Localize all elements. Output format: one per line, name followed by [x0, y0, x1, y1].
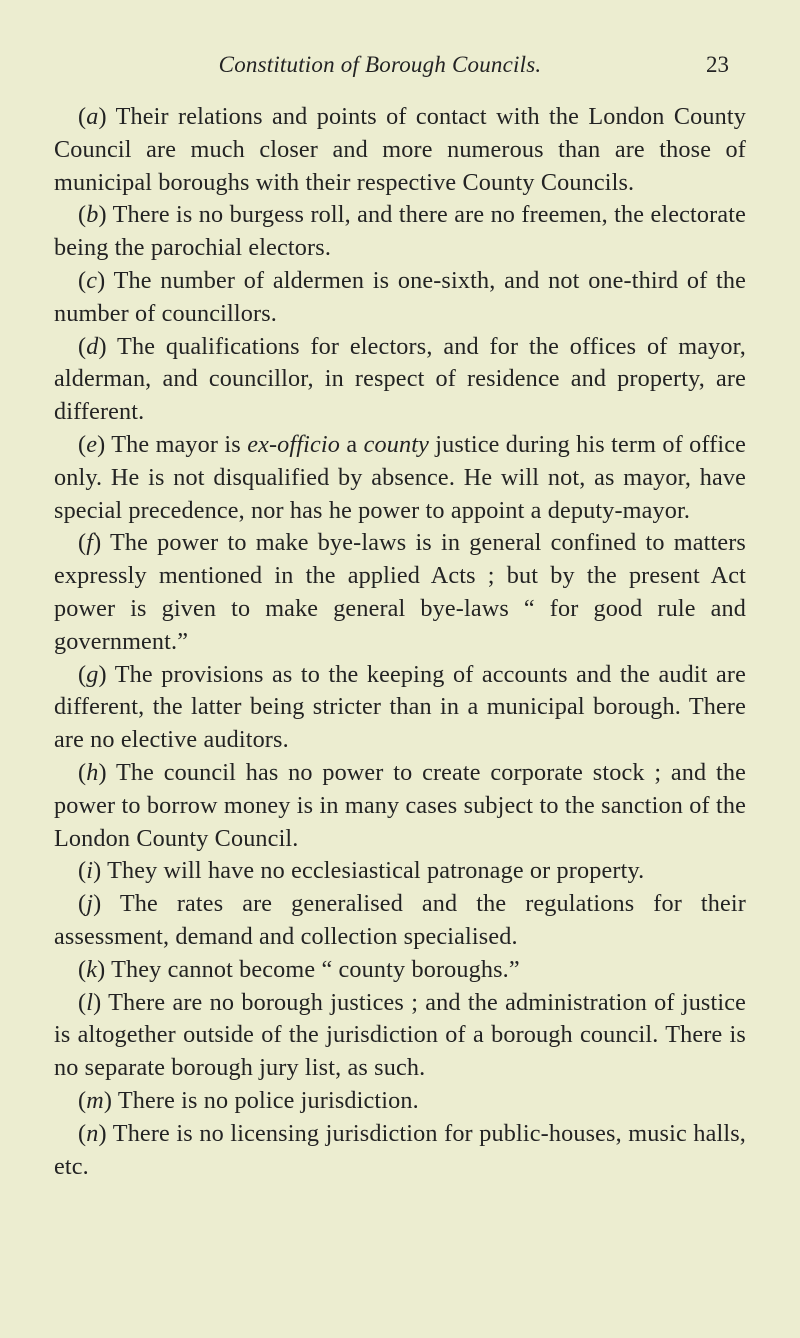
paragraph-f: (f) The power to make bye-laws is in general confined to matters expressly mentioned in the applied Acts ; but by the present Act power is given to make general bye-laws “ for good rule and government.”	[54, 529, 746, 655]
paragraph-text: There is no burgess roll, and there are no freemen, the electorate being the parochial electors.	[54, 201, 746, 262]
item-letter: j	[86, 890, 94, 918]
paragraph-text: The qualifications for electors, and for the offices of mayor, alderman, and councillor, in respect of residence and property, are different.	[54, 332, 746, 426]
italic-term: ex-officio	[247, 430, 341, 458]
item-letter: i	[86, 857, 94, 885]
paragraph-text: The power to make bye-laws is in general confined to matters expressly mentioned in the applied Acts ; but by the present Act power is given to make general bye-laws “ for good rule and government.”	[54, 529, 746, 655]
item-letter: l	[86, 988, 94, 1016]
paragraph-a: (a) Their relations and points of contact with the London County Council are much closer and more numerous than are those of municipal boroughs with their respective County Councils.	[54, 103, 746, 196]
paragraph-d: (d) The qualifications for electors, and for the offices of mayor, alderman, and councillor, in respect of residence and property, are different.	[54, 332, 746, 426]
paragraph-text: There is no police jurisdiction.	[117, 1086, 419, 1114]
paragraph-j: (j) The rates are generalised and the regulations for their assessment, demand and collection specialised.	[54, 890, 746, 950]
item-letter: n	[86, 1119, 99, 1147]
item-letter: d	[86, 332, 99, 360]
paragraph-l: (l) There are no borough justices ; and the administration of justice is altogether outside of the jurisdiction of a borough council. There is no separate borough jury list, as such.	[54, 988, 747, 1082]
paragraph-n: (n) There is no licensing jurisdiction for public-houses, music halls, etc.	[54, 1119, 746, 1180]
item-letter: m	[86, 1086, 104, 1114]
item-letter: g	[86, 660, 99, 688]
item-letter: f	[86, 529, 94, 557]
paragraph-text: The number of aldermen is one-sixth, and not one-third of the number of councillors.	[54, 266, 747, 327]
paragraph-i: (i) They will have no ecclesiastical patronage or property.	[78, 857, 645, 885]
paragraph-text: The council has no power to create corporate stock ; and the power to borrow money is in many cases subject to the sanction of the London County Council.	[54, 758, 746, 852]
paragraph-text-start: The mayor is	[111, 430, 248, 458]
body-text	[54, 101, 746, 1183]
paragraph-h: (h) The council has no power to create corporate stock ; and the power to borrow money is in many cases subject to the sanction of the London County Council.	[54, 758, 746, 852]
item-letter: a	[86, 103, 99, 130]
item-letter: h	[86, 758, 99, 786]
paragraph-text: They cannot become “ county boroughs.”	[111, 955, 520, 983]
paragraph-b: (b) There is no burgess roll, and there are no freemen, the electorate being the parochial electors.	[54, 201, 746, 262]
paragraph-text: There is no licensing jurisdiction for public-houses, music halls, etc.	[54, 1119, 746, 1180]
paragraph-g: (g) The provisions as to the keeping of accounts and the audit are different, the latter being stricter than in a municipal borough. There are no elective auditors.	[54, 660, 746, 754]
paragraph-e: (e) The mayor is ex-officio a county justice during his term of office only. He is not disqualified by absence. He will not, as mayor, have special precedence, nor has he power to appoint a deputy-mayor.	[54, 430, 747, 524]
item-letter: b	[86, 201, 99, 229]
paragraph-m: (m) There is no police jurisdiction.	[78, 1086, 419, 1114]
paragraph-k: (k) They cannot become “ county boroughs.”	[78, 955, 520, 983]
running-head	[0, 52, 800, 82]
paragraph-c: (c) The number of aldermen is one-sixth, and not one-third of the number of councillors.	[54, 266, 747, 327]
paragraph-text: The rates are generalised and the regulations for their assessment, demand and collection specialised.	[54, 890, 746, 950]
page-number: 23	[706, 52, 729, 77]
italic-term: county	[363, 430, 429, 458]
paragraph-text-end: justice during his term of office only. He is not disqualified by absence. He will not, as mayor, have special precedence, nor has he power to appoint a deputy-mayor.	[54, 430, 747, 524]
item-letter: e	[86, 430, 98, 458]
paragraph-text: Their relations and points of contact with the London County Council are much closer and more numerous than are those of municipal boroughs with their respective County Councils.	[54, 103, 746, 196]
item-letter: k	[86, 955, 98, 983]
paragraph-text: There are no borough justices ; and the administration of justice is altogether outside of the jurisdiction of a borough council. There is no separate borough jury list, as such.	[54, 988, 747, 1082]
paragraph-text: The provisions as to the keeping of accounts and the audit are different, the latter being stricter than in a municipal borough. There are no elective auditors.	[54, 660, 746, 754]
paragraph-text-middle: a	[340, 430, 364, 458]
item-letter: c	[86, 266, 98, 294]
running-title: Constitution of Borough Councils.	[218, 52, 542, 77]
paragraph-text: They will have no ecclesiastical patronage or property.	[107, 857, 645, 885]
